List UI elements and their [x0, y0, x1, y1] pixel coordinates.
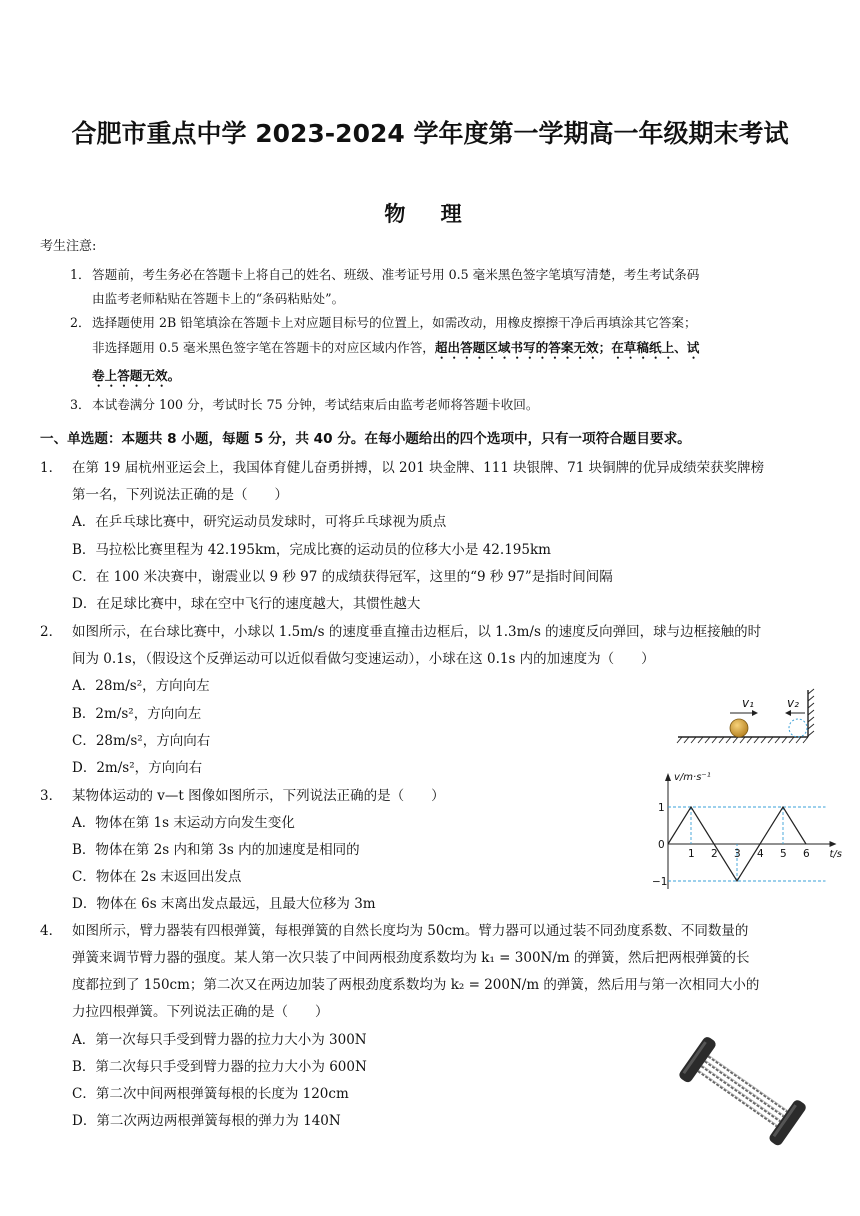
x-tick-label-5: 5 — [780, 848, 787, 860]
q3-option-a: A．物体在第 1s 末运动方向发生变化 — [72, 815, 295, 831]
q3-stem-1: 某物体运动的 v—t 图像如图所示，下列说法正确的是（ ） — [72, 788, 445, 804]
q2-figure — [672, 688, 822, 748]
x-tick-label-1: 1 — [688, 848, 695, 860]
x-tick-label-4: 4 — [757, 848, 764, 860]
q4-stem-3: 度都拉到了 150cm；第二次又在两边加装了两根劲度系数均为 k₂ = 200N/m 的弹簧，然后用与第一次相同大小的 — [72, 977, 760, 993]
notice-item-2-line-2 — [92, 338, 699, 362]
x-tick-label-6: 6 — [803, 848, 810, 860]
q4-stem-4: 力拉四根弹簧。下列说法正确的是（ ） — [72, 1004, 329, 1020]
q3-option-c: C．物体在 2s 末返回出发点 — [72, 869, 242, 885]
q1-option-b: B．马拉松比赛里程为 42.195km，完成比赛的运动员的位移大小是 42.195km — [72, 542, 551, 558]
chart-labels — [652, 772, 842, 888]
q1-option-d: D．在足球比赛中，球在空中飞行的速度越大，其惯性越大 — [72, 596, 421, 612]
notice-item-2-line-1: 选择题使用 2B 铅笔填涂在答题卡上对应题目标号的位置上，如需改动，用橡皮擦擦干净后再填涂其它答案； — [92, 315, 697, 330]
q4-num: 4． — [40, 923, 63, 939]
q2-option-a: A．28m/s²，方向向左 — [72, 678, 210, 694]
notice-item-1-line-2: 由监考老师粘贴在答题卡上的“条码粘贴处”。 — [92, 291, 345, 306]
q3-option-d: D．物体在 6s 末离出发点最远，且最大位移为 3m — [72, 896, 376, 912]
y-tick-label-0: 0 — [658, 839, 665, 851]
notice-item-2-plain: 非选择题用 0.5 毫米黑色签字笔在答题卡的对应区域内作答， — [92, 340, 435, 355]
q2-option-b: B．2m/s²，方向向左 — [72, 706, 202, 722]
notice-item-1-line-1: 答题前，考生务必在答题卡上将自己的姓名、班级、准考证号用 0.5 毫米黑色签字笔填写清楚，考生考试条码 — [92, 267, 700, 282]
q2-stem-2: 间为 0.1s，（假设这个反弹运动可以近似看做匀变速运动），小球在这 0.1s 内的加速度为（ ） — [72, 651, 655, 667]
v2-label: v₂ — [787, 696, 799, 710]
ball-rebound-icon — [789, 719, 807, 737]
q3-num: 3． — [40, 788, 63, 804]
q1-stem-2: 第一名，下列说法正确的是（ ） — [72, 487, 288, 503]
q2-num: 2． — [40, 624, 63, 640]
q4-stem-2: 弹簧来调节臂力器的强度。某人第一次只装了中间两根劲度系数均为 k₁ = 300N/m 的弹簧，然后把两根弹簧的长 — [72, 950, 750, 966]
y-tick-label-neg1: −1 — [652, 876, 668, 888]
table-surface — [677, 737, 808, 743]
y-tick-label-1: 1 — [658, 802, 665, 814]
q1-num: 1． — [40, 460, 63, 476]
x-tick-label-3: 3 — [734, 848, 741, 860]
chart-axes — [665, 773, 837, 889]
notice-item-1-num: 1． — [70, 267, 91, 282]
x-axis-label: t/s — [829, 849, 842, 860]
v1-arrow — [730, 710, 758, 716]
vt-chart — [622, 768, 842, 896]
spring-highlight — [699, 1055, 788, 1125]
section-heading: 一、单选题：本题共 8 小题，每题 5 分，共 40 分。在每小题给出的四个选项中，只有一项符合题目要求。 — [40, 431, 691, 447]
chest-expander-figure — [672, 1032, 812, 1152]
q1-option-a: A．在乒乓球比赛中，研究运动员发球时，可将乒乓球视为质点 — [72, 514, 447, 530]
q3-option-b: B．物体在第 2s 内和第 3s 内的加速度是相同的 — [72, 842, 360, 858]
q1-option-c: C．在 100 米决赛中，谢震业以 9 秒 97 的成绩获得冠军，这里的“9 秒 97”是指时间间隔 — [72, 569, 613, 585]
exam-title: 合肥市重点中学 2023-2024 学年度第一学期高一年级期末考试 — [71, 119, 789, 148]
y-axis-label: v/m·s⁻¹ — [674, 772, 711, 783]
cushion-wall — [808, 689, 814, 737]
v2-arrow — [785, 710, 805, 716]
notice-item-2-num: 2． — [70, 315, 91, 330]
q4-option-d: D．第二次两边两根弹簧每根的弹力为 140N — [72, 1113, 341, 1129]
v1-label: v₁ — [742, 696, 754, 710]
q4-option-a: A．第一次每只手受到臂力器的拉力大小为 300N — [72, 1032, 367, 1048]
q2-option-d: D．2m/s²，方向向右 — [72, 760, 203, 776]
notice-item-2-emphasis — [435, 340, 699, 355]
q1-stem-1: 在第 19 届杭州亚运会上，我国体育健儿奋勇拼搏，以 201 块金牌、111 块银牌、71 块铜牌的优异成绩荣获奖牌榜 — [72, 460, 765, 476]
x-axis-arrow — [830, 841, 837, 847]
notice-heading: 考生注意: — [40, 239, 97, 254]
notice-item-2-line-3-text: 卷上答题无效。 — [92, 368, 181, 383]
q4-option-c: C．第二次中间两根弹簧每根的长度为 120cm — [72, 1086, 349, 1102]
q2-stem-1: 如图所示，在台球比赛中，小球以 1.5m/s 的速度垂直撞击边框后，以 1.3m/s 的速度反向弹回，球与边框接触的时 — [72, 624, 762, 640]
x-tick-label-2: 2 — [711, 848, 718, 860]
q4-option-b: B．第二次每只手受到臂力器的拉力大小为 600N — [72, 1059, 367, 1075]
y-axis-arrow — [665, 773, 671, 781]
q2-option-c: C．28m/s²，方向向右 — [72, 733, 211, 749]
notice-item-2-emphasis-text: 超出答题区域书写的答案无效；在草稿纸上、试 — [434, 340, 700, 355]
notice-item-2-line-3 — [92, 366, 180, 390]
ball-icon — [730, 719, 748, 737]
notice-item-3-num: 3． — [70, 397, 91, 412]
subject-title: 物 理 — [384, 202, 476, 226]
notice-item-3-line-1: 本试卷满分 100 分，考试时长 75 分钟，考试结束后由监考老师将答题卡收回。 — [92, 397, 539, 412]
q4-stem-1: 如图所示，臂力器装有四根弹簧，每根弹簧的自然长度均为 50cm。臂力器可以通过装不同劲度系数、不同数量的 — [72, 923, 749, 939]
